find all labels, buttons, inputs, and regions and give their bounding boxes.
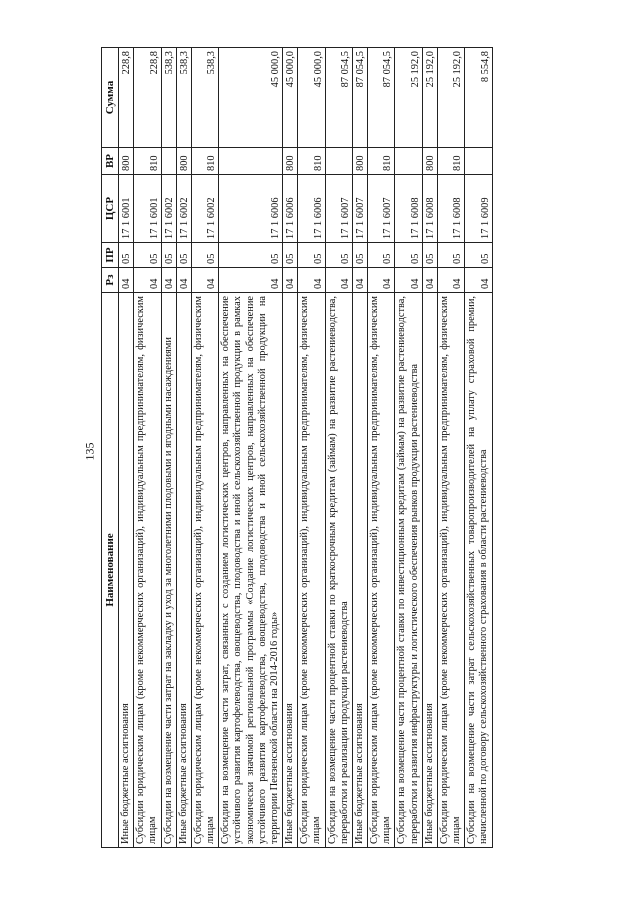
row-pr: 05	[219, 243, 283, 268]
row-csr: 17 1 6008	[437, 175, 464, 243]
table-header-row	[102, 48, 119, 848]
row-csr: 17 1 6007	[368, 175, 395, 243]
row-name: Субсидии на возмещение части затрат на закладку и уход за многолетними плодовыми и ягодными насаждениями	[161, 293, 176, 848]
row-rz: 04	[219, 268, 283, 293]
table-row	[352, 48, 367, 848]
row-vr: 800	[119, 148, 134, 175]
row-csr: 17 1 6008	[422, 175, 437, 243]
row-vr	[219, 148, 283, 175]
row-vr: 800	[283, 148, 298, 175]
row-name: Субсидии на возмещение части затрат сельскохозяйственных товаропроизводителей на уплату страховой премии, начисленной по договору сельскохозяйственного страхования в области растениеводства	[465, 293, 492, 848]
row-vr: 800	[176, 148, 191, 175]
row-sum: 8 554,8	[465, 48, 492, 148]
row-rz: 04	[119, 268, 134, 293]
row-sum: 45 000,0	[283, 48, 298, 148]
row-name: Субсидии на возмещение части процентной ставки по краткосрочным кредитам (займам) на развитие растениеводства, переработки и реализации продукции растениеводства	[325, 293, 352, 848]
row-rz: 04	[352, 268, 367, 293]
row-name: Иные бюджетные ассигнования	[176, 293, 191, 848]
row-csr: 17 1 6002	[191, 175, 218, 243]
row-name: Субсидии юридическим лицам (кроме некоммерческих организаций), индивидуальным предпринимателям, физическим лицам	[368, 293, 395, 848]
table-row	[191, 48, 218, 848]
table-row	[176, 48, 191, 848]
table-row	[395, 48, 422, 848]
row-rz: 04	[422, 268, 437, 293]
table-row	[283, 48, 298, 848]
row-sum: 228,8	[119, 48, 134, 148]
row-vr: 810	[298, 148, 325, 175]
header-sum: Сумма	[102, 48, 119, 148]
row-csr: 17 1 6006	[283, 175, 298, 243]
row-vr	[161, 148, 176, 175]
row-sum: 45 000,0	[298, 48, 325, 148]
row-name: Иные бюджетные ассигнования	[352, 293, 367, 848]
row-sum: 25 192,0	[395, 48, 422, 148]
row-sum: 87 054,5	[325, 48, 352, 148]
row-vr: 800	[422, 148, 437, 175]
row-pr: 05	[465, 243, 492, 268]
row-vr: 810	[368, 148, 395, 175]
row-name: Субсидии юридическим лицам (кроме некоммерческих организаций), индивидуальным предпринимателям, физическим лицам	[191, 293, 218, 848]
table-row	[298, 48, 325, 848]
row-vr: 810	[437, 148, 464, 175]
row-csr: 17 1 6002	[161, 175, 176, 243]
budget-table	[101, 47, 493, 848]
row-vr	[395, 148, 422, 175]
header-name: Наименование	[102, 293, 119, 848]
row-name: Иные бюджетные ассигнования	[119, 293, 134, 848]
row-csr: 17 1 6006	[298, 175, 325, 243]
row-vr: 810	[191, 148, 218, 175]
budget-table-container	[101, 48, 573, 848]
table-row	[437, 48, 464, 848]
row-rz: 04	[134, 268, 161, 293]
row-pr: 05	[134, 243, 161, 268]
page-number: 135	[82, 442, 97, 461]
row-sum: 538,3	[191, 48, 218, 148]
row-pr: 05	[437, 243, 464, 268]
table-row	[422, 48, 437, 848]
row-csr: 17 1 6008	[395, 175, 422, 243]
row-csr: 17 1 6007	[325, 175, 352, 243]
row-pr: 05	[298, 243, 325, 268]
row-sum: 25 192,0	[422, 48, 437, 148]
table-row	[161, 48, 176, 848]
row-name: Субсидии юридическим лицам (кроме некоммерческих организаций), индивидуальным предпринимателям, физическим лицам	[437, 293, 464, 848]
row-vr: 810	[134, 148, 161, 175]
row-rz: 04	[465, 268, 492, 293]
row-pr: 05	[119, 243, 134, 268]
row-csr: 17 1 6007	[352, 175, 367, 243]
table-row	[219, 48, 283, 848]
row-csr: 17 1 6002	[176, 175, 191, 243]
row-sum: 538,3	[176, 48, 191, 148]
table-row	[134, 48, 161, 848]
row-name: Субсидии на возмещение части процентной ставки по инвестиционным кредитам (займам) на развитие растениеводства, переработки и развития инфраструктуры и логистического обеспечения рынков продукции растениеводства	[395, 293, 422, 848]
row-pr: 05	[176, 243, 191, 268]
row-vr	[465, 148, 492, 175]
row-csr: 17 1 6001	[119, 175, 134, 243]
row-vr: 800	[352, 148, 367, 175]
table-row	[119, 48, 134, 848]
row-name: Субсидии на возмещение части затрат, связанных с созданием логистических центров, направленных на обеспечение устойчивого развития картофелеводства, овощеводства, плодоводства и иной сельскохозяйственной продукции в рамках экономически значимой региональной программы «Создание логистических центров, направленных на обеспечение устойчивого развития картофелеводства, овощеводства, плодоводства и иной сельскохозяйственной продукции на территории Пензенской области на 2014-2016 годы»	[219, 293, 283, 848]
row-rz: 04	[283, 268, 298, 293]
header-vr: ВР	[102, 148, 119, 175]
header-rz: Рз	[102, 268, 119, 293]
row-rz: 04	[437, 268, 464, 293]
row-vr	[325, 148, 352, 175]
table-row	[368, 48, 395, 848]
row-rz: 04	[325, 268, 352, 293]
row-sum: 538,3	[161, 48, 176, 148]
row-sum: 87 054,5	[352, 48, 367, 148]
row-pr: 05	[191, 243, 218, 268]
row-rz: 04	[176, 268, 191, 293]
row-pr: 05	[325, 243, 352, 268]
row-rz: 04	[298, 268, 325, 293]
row-sum: 25 192,0	[437, 48, 464, 148]
row-rz: 04	[191, 268, 218, 293]
row-name: Субсидии юридическим лицам (кроме некоммерческих организаций), индивидуальным предпринимателям, физическим лицам	[134, 293, 161, 848]
row-rz: 04	[161, 268, 176, 293]
row-pr: 05	[161, 243, 176, 268]
row-pr: 05	[395, 243, 422, 268]
row-name: Субсидии юридическим лицам (кроме некоммерческих организаций), индивидуальным предпринимателям, физическим лицам	[298, 293, 325, 848]
row-name: Иные бюджетные ассигнования	[283, 293, 298, 848]
row-pr: 05	[422, 243, 437, 268]
row-csr: 17 1 6009	[465, 175, 492, 243]
header-pr: ПР	[102, 243, 119, 268]
row-sum: 87 054,5	[368, 48, 395, 148]
table-row	[325, 48, 352, 848]
row-rz: 04	[395, 268, 422, 293]
row-pr: 05	[368, 243, 395, 268]
row-name: Иные бюджетные ассигнования	[422, 293, 437, 848]
row-rz: 04	[368, 268, 395, 293]
row-csr: 17 1 6006	[219, 175, 283, 243]
row-pr: 05	[283, 243, 298, 268]
row-sum: 45 000,0	[219, 48, 283, 148]
table-row	[465, 48, 492, 848]
header-csr: ЦСР	[102, 175, 119, 243]
row-pr: 05	[352, 243, 367, 268]
row-sum: 228,8	[134, 48, 161, 148]
row-csr: 17 1 6001	[134, 175, 161, 243]
